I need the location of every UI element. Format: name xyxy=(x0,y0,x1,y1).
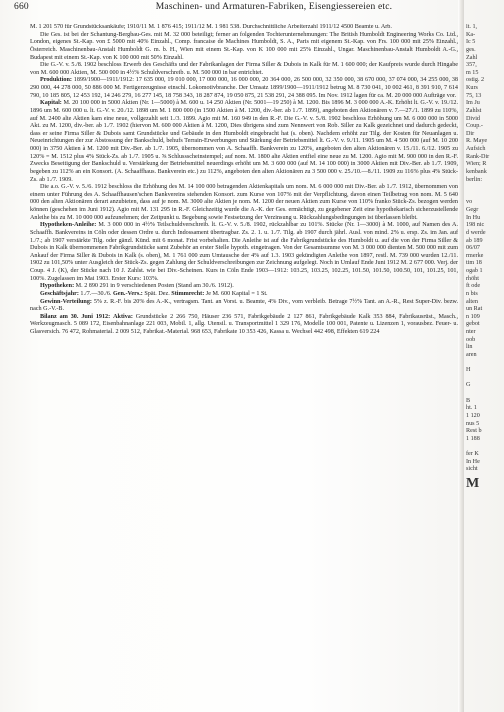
adjacent-page-line: G xyxy=(466,382,471,389)
adjacent-page-line xyxy=(466,192,504,200)
adjacent-page-line xyxy=(466,390,504,398)
bold-term-hypotheken: Hypotheken: xyxy=(40,283,75,290)
paragraph-geschaeftsjahr: Geschäftsjahr: 1./7.—30./6. Gen.-Vers.: Spät. Dez. Stimmrecht: Je M. 600 Kapital = 1 St. xyxy=(40,290,268,297)
adjacent-page-line: nter xyxy=(466,329,476,335)
adjacent-page-line: 198 nic xyxy=(466,222,485,229)
adjacent-page-line: In Hu xyxy=(466,214,481,221)
adjacent-page-line: lt. 1, xyxy=(466,24,478,30)
adjacent-page-line: d werde xyxy=(466,229,486,236)
adjacent-page-line: Gegr xyxy=(466,207,479,213)
adjacent-page-line: 1 188 xyxy=(466,435,480,442)
bold-term-hyp_anleihe: Hypotheken-Anleihe: xyxy=(40,222,97,229)
adjacent-page-line: nus 5 xyxy=(466,420,480,427)
adjacent-page-line: Dir xyxy=(466,130,475,137)
adjacent-page-line: rmerke xyxy=(466,252,484,259)
paragraph-gewinn-verteilung: Gewinn-Verteilung: 5% z. R.-F. bis 20% des A.-K., vertragsm. Tant. an Vorst. u. Beamte, 4% Div., vom verbleib. Betrage 7½% Tant. an A.-R., Rest Super-Div. bezw. nach G.-V.-B. xyxy=(30,298,458,313)
running-title: Maschinen- und Armaturen-Fabriken, Eisengiessereien etc. xyxy=(155,2,393,12)
bold-term-kapital: Kapital: xyxy=(40,100,62,107)
adjacent-page-line xyxy=(466,360,504,368)
bold-term-stimmrecht: Stimmrecht: xyxy=(171,290,205,297)
bold-term-gewinn: Gewinn-Verteilung: xyxy=(40,298,92,305)
adjacent-page-line: fer K xyxy=(466,451,479,457)
bold-term-gen_vers: Gen.-Vers.: xyxy=(113,290,143,297)
adjacent-page-line xyxy=(466,443,504,451)
adjacent-page-line: rhöht xyxy=(466,275,479,282)
adjacent-page-line: H xyxy=(466,367,471,374)
adjacent-page-line: oob xyxy=(466,336,476,343)
adjacent-page-line: vo xyxy=(466,199,473,206)
adjacent-page-line: gebot xyxy=(466,321,480,328)
adjacent-page-text xyxy=(466,24,504,710)
adjacent-page-line xyxy=(466,375,504,383)
adjacent-page-line: lin xyxy=(466,344,473,351)
adjacent-page-line: 06/07 xyxy=(466,245,480,252)
adjacent-page-initial: M xyxy=(466,475,480,491)
paragraph-kapital: Kapital: M. 20 100 000 in 5000 Aktien (Nr. 1—5000) à M. 600 u. 14 250 Aktien (Nr. 5001—19 250) à M. 1200. Bis 1896 M. 3 000 000 A.-K. Erhöht lt. G.-V. v. 19./12. 1896 um M. 600 000 u. lt. G.-V. v. 20./12. 1898 um M. 1 800 000 (in 1500 Aktien à M. 1200, div.-ber. ab 1./7. 1899), angeboten den Aktionären v. 7.—27./1. 1899 zu 110%, auf M. 2400 alte Aktien kam eine neue, vollgezahlt seit 1./3. 1899. Agio mit M. 160 949 in den R.-F. Die G.-V. v. 5./8. 1902 beschloss Erhöhung um M. 6 000 000 in 5000 Akt. zu M. 1200, div.-ber. ab 1./7. 1902 (hiervon M. 600 000 Aktien à M. 1200, Dies übrigens sind zum Nennwert von Rob. Siller zu Kalk gezeichnet und dadurch gedeckt, dass er seine Firma Siller & Dubois samt Grundstücke und Gebäude in den Humboldt eingebracht hat (s. oben). Nachdem erhöht zur Tilg. der Kosten für Neuanlagen u. Neueinrichtungen der zur Abstossung der Bankschuld, behufs Terrain-Erwerbungen und Stärkung der Betriebsmittel lt. G.-V. v. 9./11. 1905 um M. 4 500 000 (auf M. 10 200 000) in 3750 Aktien à M. 1200 mit Div.-Ber. ab 1./7. 1905, übernommen von A. Schaaffh. Bankverein zu 120%, angeboten den alten Aktionären v. 15./11. 6./12. 1905 zu 120% = M. 1512 plus 4% Stück-Zs. ab 1./7. 1905 u. ⅝ Schlussscheinstempel; auf nom. M. 1800 alte Aktien entfiel eine neue zu M. 1200. Agio mit M. 900 000 in den R.-F. Zwecks Beseitigung der Bankschuld u. Verstärkung der Betriebsmittel neuerdings erhöht um M. 3 600 000 (auf M. 14 100 000) in 3000 Aktien mit Div.-Ber. ab 1./7. 1909, begeben zu 112% an ein Konsort. (A. Schaaffhaus. Bankverein etc.) zu 112%, angeboten den alten Aktionären zu 3 500 000 v. 25./10.—8./11. 1909 zu 116% plus 4% Stück-Zs. ab 1./7. 1909. xyxy=(30,100,458,183)
adjacent-page-line: Rank-Dir xyxy=(466,153,490,160)
paragraph-hypotheken-anleihe: Hypotheken-Anleihe: M. 3 000 000 in 4½% Teilschuldverschreib. lt. G.-V. v. 5./8. 1902, rückzahlbar zu 101%. Stücke (Nr. 1—3000) à M. 1000, auf Namen des A. Schaaffh. Bankvereins in Cöln oder dessen Ordre u. durch Indossament übertragbar. Zs. 2. 1. u. 1./7. Tilg. ab 1907 durch jährl. Ausl. von mind. 2% u. ersp. Zs. im Jan. auf 1./7.; ab 1907 verstärkte Tilg. oder gänzl. Künd. mit 6 monat. Frist vorbehalten. Die Anleihe ist auf die Fabrikgrundstücke des Humboldt u. auf die von der Firma Siller & Dubois in Kalk übernommenen Fabrikgrundstücke samt Zubehör an erster Stelle hypoth. eingetragen. Von der Gesamtsumme von M. 3 000 000 dienten M. 500 000 mit zum Ankauf der Firma Siller & Dubois in Kalk (s. oben), M. 1 761 000 zum Umtausche der 4% auf 1.3. 1903 gekündigten Anleihe von 1897, restl. M. 739 000 wurden 12./11. 1902 zu 101,50% unter Ausgleich der Stück-Zs. gegen Zahlung der Schuldverschreibungen zur Zeichnung aufgelegt. Noch in Umlauf Ende Juni 1912 M. 2 677 000. Verj. der Coup. 4 J. (K), der Stücke nach 10 J. Zahlst. wie bei Div.-Scheinen. Kurs in Cöln Ende 1903—1912: 103.25, 103.25, 102.25, 101.50, 101.50, 100.50, 101, 101.25, 101, 100%. Zugelassen im Mai 1903. Erster Kurs: 103%. xyxy=(30,222,458,282)
book-gutter xyxy=(458,0,464,712)
adjacent-page-line: ft ode xyxy=(466,283,481,290)
paragraph-beteiligungen: Die Ges. ist bei der Schantung-Bergbau-Ges. mit M. 32 000 beteiligt; ferner an folgenden Tochterunternehmungen: The British Humboldt Engineering Works Co. Ltd., London, eigenes St.-Kap. von £ 5000 mit 40% Einzahl., Comp. francaise de Machines Humboldt, S. A., Paris mit eigenem St.-Kap. von Frs. 100 000 mit 25% Einzahl., Österreich. Maschinenbau-Anstalt Humboldt G. m. b. H., Wien mit einem St.-Kap. von K 100 000 mit 25% Einzahl., Ungar. Maschinenbau-Anstalt Humboldt A.-G., Budapest mit einem St.-Kap. von K 100 000 mit 50% Einzahl. xyxy=(30,31,458,61)
adjacent-page-line: Coup.- xyxy=(466,123,483,130)
adjacent-page-line: Aufsich xyxy=(466,146,486,152)
adjacent-page-line: ges. xyxy=(466,46,476,53)
adjacent-page-line: Ic 5 xyxy=(466,39,476,46)
adjacent-page-line: tim 18 xyxy=(466,260,482,267)
adjacent-page-line: ostig. 2 xyxy=(466,77,485,84)
adjacent-page-line: Zahlst xyxy=(466,107,482,114)
adjacent-page-line: 75, 13 xyxy=(466,92,482,99)
adjacent-page-line: ab 189 xyxy=(466,237,483,244)
adjacent-page-line: n 109 xyxy=(466,313,480,320)
adjacent-page-line: berlin: xyxy=(466,176,483,183)
adjacent-page-line: aren xyxy=(466,351,477,358)
adjacent-page-line: m 15 xyxy=(466,69,479,76)
adjacent-page-line: R. Maye xyxy=(466,138,488,145)
bold-term-aktiva: Aktiva: xyxy=(113,313,133,320)
adjacent-page-line: ogab 1 xyxy=(466,268,483,274)
adjacent-page-line: un Rat xyxy=(466,306,483,313)
adjacent-page-line: Ka- xyxy=(466,31,476,38)
adjacent-page-line: Im Ju xyxy=(466,100,480,107)
adjacent-page-line: Rest b xyxy=(466,428,482,435)
adjacent-page-line: sicht xyxy=(466,466,478,473)
adjacent-page-line: n bis xyxy=(466,290,478,297)
adjacent-page-line: Wien; R xyxy=(466,161,487,168)
paragraph-arbeiterzahl: M. 1 201 570 für Grundstücksankäufe; 1910/11 M. 1 876 415; 1911/12 M. 1 981 538. Durchschnittliche Arbeiterzahl 1911/12 4500 Beamte u. Arb. xyxy=(30,24,392,30)
page-header xyxy=(14,2,484,16)
adjacent-page-line: In He xyxy=(466,458,480,465)
paragraph-erwerb-siller-dubois: Die G.-V. v. 5./8. 1902 beschloss Erwerb des Geschäfts und der Fabrikanlagen der Firma Siller & Dubois in Kalk für M. 1 600 000; der Kaufpreis wurde durch Hingabe von M. 600 000 Aktien, M. 500 000 in 4½% Schuldverschreib. u. M. 500 000 in bar entrichtet. xyxy=(30,62,458,76)
bold-term-produktion: Produktion: xyxy=(40,77,72,84)
paragraph-hypotheken: Hypotheken: M. 2 890 291 in 9 verschiedenen Posten (Stand am 30./6. 1912). xyxy=(40,283,234,290)
adjacent-page-line: B xyxy=(466,397,471,404)
adjacent-page-line: alten xyxy=(466,298,478,305)
bold-term-geschaeftsjahr: Geschäftsjahr: xyxy=(40,290,79,297)
page-number: 660 xyxy=(14,2,29,12)
paragraph-bilanz: Bilanz am 30. Juni 1912: Aktiva: Grundstücke 2 266 750, Häuser 236 571, Fabrikgebäude 2 127 861, Fabrikgebäude Kalk 353 884, Fabrikausrüst., Masch., Werkzeugmasch. 5 089 172, Eisenbahnanlage 221 003, Mobil. 1, allg. Utensil. u. Transportmittel 1 329 176, Modelle 100 001, Patente u. Lizenzen 1, vorausbez. Feuer- u. Glasversich. 76 472, Rohmaterial. 2 009 512, Fabrikat.-Material. 968 653, Fabrikate 10 353 426, Kassa u. Wechsel 442 498, Effekten 619 224 xyxy=(30,313,458,335)
adjacent-page-line: ht. 1 xyxy=(466,405,477,412)
adjacent-page-line: Kurs xyxy=(466,85,478,91)
adjacent-page-line: Divid xyxy=(466,115,480,122)
main-text-column xyxy=(30,24,458,710)
adjacent-page-line: Zahl xyxy=(466,54,478,61)
adjacent-page-line: 1 120 xyxy=(466,412,480,419)
adjacent-page-line: kenbank xyxy=(466,168,487,175)
adjacent-page-line: 357, xyxy=(466,62,477,69)
paragraph-produktion: Produktion: 1899/1900—1911/1912: 17 635 000, 19 010 000, 17 000 000, 16 000 000, 20 364 000, 26 500 000, 32 350 000, 38 670 000, 37 074 000, 34 255 000, 38 290 000, 44 278 000, 50 886 000 M. Fertigerzeugnisse einschl. Lokomotivbranche. Der Umsatz 1899/1900—1911/1912 betrug M. 8 730 041, 10 002 461, 8 391 910, 7 614 790, 10 185 805, 12 453 192, 14 246 279, 16 277 145, 18 758 343, 18 287 874, 19 050 875, 21 538 291, 24 388 095. Im Nov. 1912 lagen für ca. M. 20 000 000 Aufträge vor. xyxy=(30,77,458,99)
adjacent-page-line xyxy=(466,184,504,192)
paragraph-kapitalerhoehung-1912: Die a.o. G.-V. v. 5./6. 1912 beschloss die Erhöhung des M. 14 100 000 betragenden Aktienkapitals um nom. M. 6 000 000 mit Div.-Ber. ab 1./7. 1912, übernommen von einem unter Führung des A. Schaaffhausen'schen Bankvereins stehenden Konsort. zum Kurse von 107% mit der Verpflichtung, davon einen Teilbetrag von nom. M. 5 640 000 den alten Aktionären derart anzubieten, dass auf je nom. M. 3000 alte Aktien je nom. M. 1200 der neuen Aktien zum Kurse von 110% franko Stück-Zs. bezogen werden können (geschehen im Juni 1912). Agio mit M. 131 295 in R.-F. Gleichzeitig wurde die A.-K. der Ges. ermächtigt, zu gegebener Zeit eine hypothekarisch sicherzustellende Anleihe bis zu M. 10 000 000 aufzunehmen; der Zeitpunkt u. Begebung sowie Festsetzung der Verzinsung u. Rückzahlungsbedingungen ist überlassen bleibt. xyxy=(30,184,458,221)
bold-term-bilanz: Bilanz am 30. Juni 1912: xyxy=(40,313,111,320)
